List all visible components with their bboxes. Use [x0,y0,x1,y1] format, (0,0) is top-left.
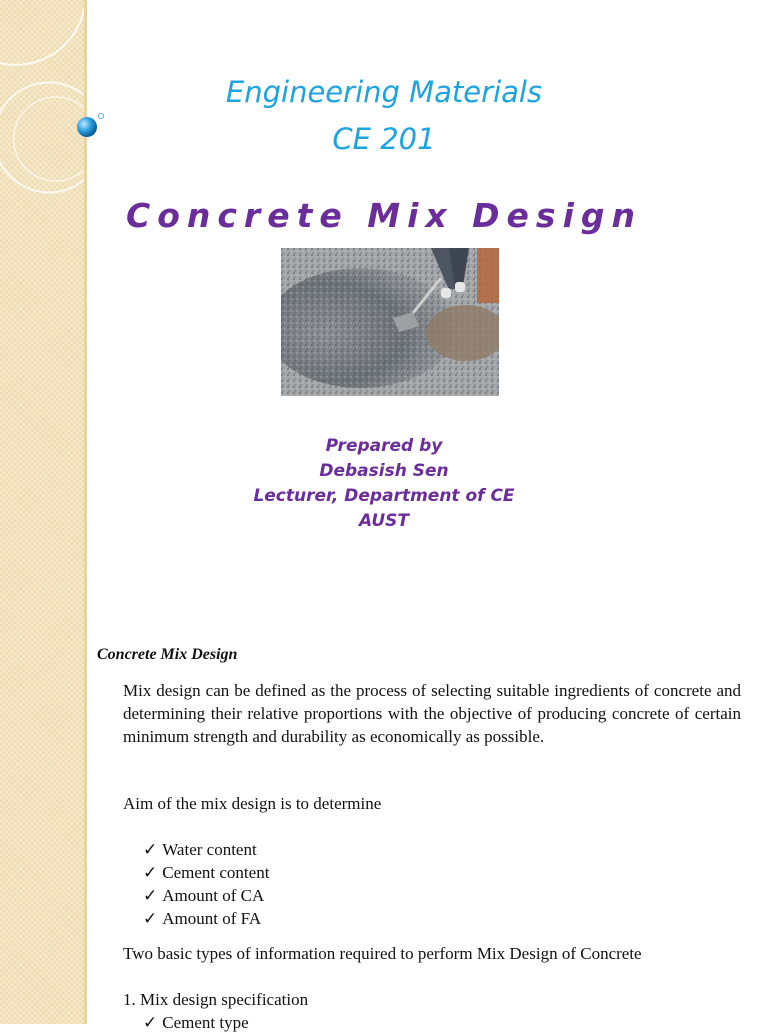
slide-heading: Concrete Mix Design [125,196,642,235]
spec-heading: 1. Mix design specification [123,990,309,1009]
decorative-arcs [0,0,84,200]
list-item-label: Amount of CA [162,886,265,905]
decorative-sidebar [0,0,84,1024]
list-item [143,863,269,883]
list-item [143,909,261,929]
checkmark-icon: ✓ [143,840,158,859]
author-name: Debasish Sen [319,461,449,481]
checkmark-icon: ✓ [143,909,158,928]
document-heading: Concrete Mix Design [97,646,238,663]
course-title: Engineering Materials [225,75,543,109]
list-item-label: Cement content [162,863,270,882]
institution-name: AUST [358,511,410,531]
list-item [143,1013,249,1033]
definition-paragraph: Mix design can be defined as the process of selecting suitable ingredients of concrete and determining their relative proportions with the objective of producing concrete of certain minimum strength and durability as economically as possible. [123,681,741,746]
prepared-by-label: Prepared by [325,436,443,456]
author-position: Lecturer, Department of CE [253,486,515,506]
list-item [143,886,264,906]
checkmark-icon: ✓ [143,863,158,882]
concrete-mixing-photo [281,248,499,396]
list-item-label: Water content [162,840,257,859]
list-item-label: Cement type [162,1013,249,1032]
course-code: CE 201 [332,122,436,156]
checkmark-icon: ✓ [143,1013,158,1032]
info-intro-text: Two basic types of information required to perform Mix Design of Concrete [123,944,642,963]
aim-text: Aim of the mix design is to determine [123,794,382,813]
list-item-label: Amount of FA [162,909,262,928]
list-item [143,840,257,860]
checkmark-icon: ✓ [143,886,158,905]
